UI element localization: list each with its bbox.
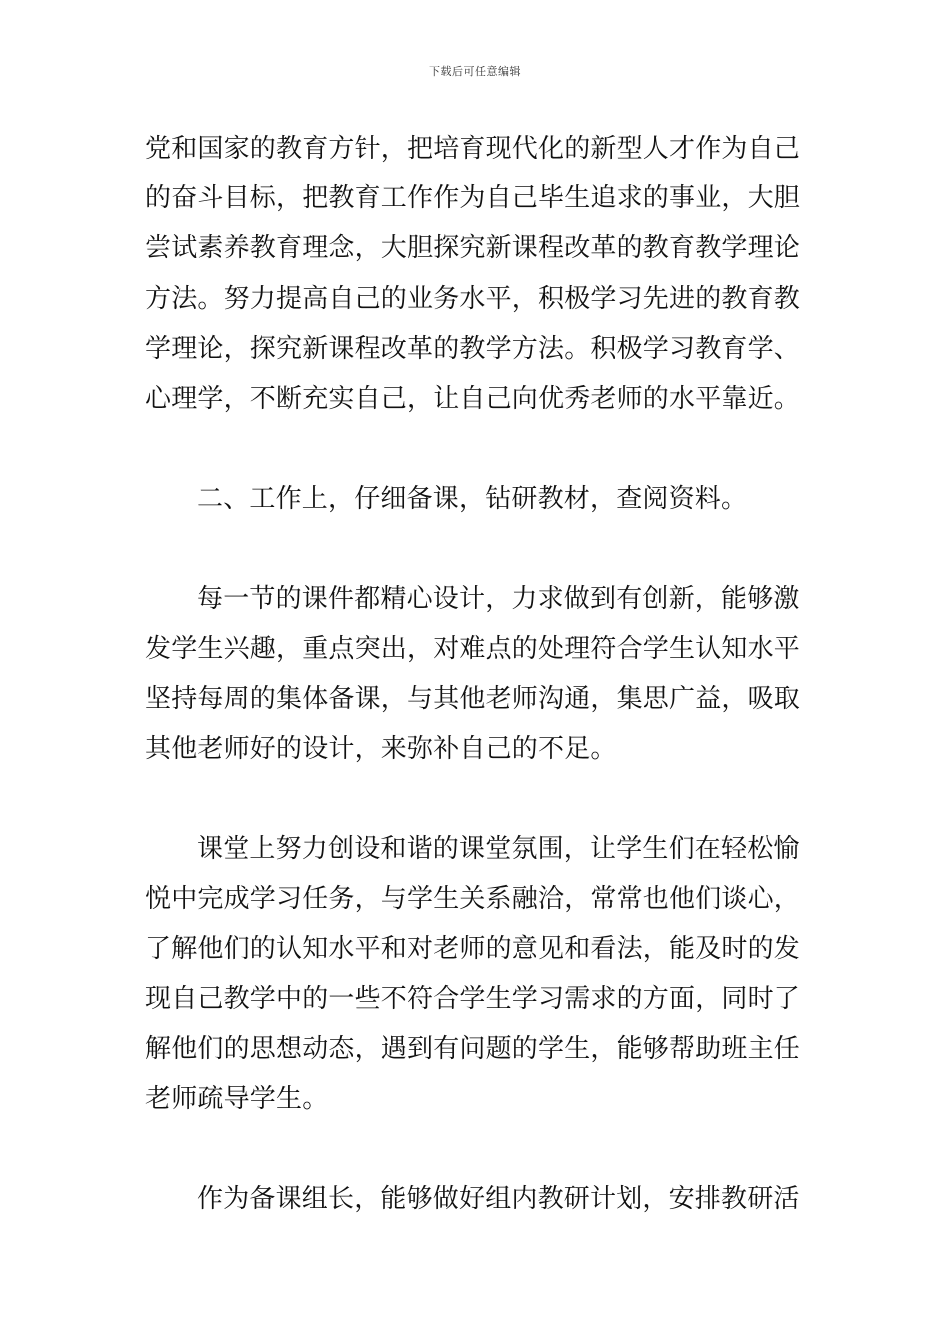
section-heading: 二、工作上，仔细备课，钻研教材，查阅资料。	[197, 484, 748, 514]
paragraph-4-line-1: 课堂上努力创设和谐的课堂氛围，让学生们在轻松愉	[197, 834, 800, 864]
paragraph-1-line-1: 党和国家的教育方针，把培育现代化的新型人才作为自己	[145, 134, 801, 164]
paragraph-1-line-3: 尝试素养教育理念，大胆探究新课程改革的教育教学理论	[145, 233, 801, 263]
page-header-note: 下载后可任意编辑	[429, 65, 521, 78]
paragraph-4-line-4: 现自己教学中的一些不符合学生学习需求的方面，同时了	[145, 984, 801, 1014]
paragraph-1-line-4: 方法。努力提高自己的业务水平，积极学习先进的教育教	[145, 284, 801, 314]
paragraph-3-line-1: 每一节的课件都精心设计，力求做到有创新，能够激	[197, 584, 800, 614]
paragraph-1-line-5: 学理论，探究新课程改革的教学方法。积极学习教育学、	[145, 334, 801, 364]
paragraph-3-line-4: 其他老师好的设计，来弥补自己的不足。	[145, 734, 617, 764]
paragraph-4-line-6: 老师疏导学生。	[145, 1084, 329, 1114]
paragraph-4-line-3: 了解他们的认知水平和对老师的意见和看法，能及时的发	[145, 934, 801, 964]
paragraph-1-line-6: 心理学，不断充实自己，让自己向优秀老师的水平靠近。	[145, 384, 801, 414]
paragraph-5-line-1: 作为备课组长，能够做好组内教研计划，安排教研活	[197, 1184, 800, 1214]
paragraph-3-line-3: 坚持每周的集体备课，与其他老师沟通，集思广益，吸取	[145, 684, 801, 714]
paragraph-1-line-2: 的奋斗目标，把教育工作作为自己毕生追求的事业，大胆	[145, 183, 801, 213]
paragraph-4-line-2: 悦中完成学习任务，与学生关系融洽，常常也他们谈心，	[145, 884, 801, 914]
paragraph-3-line-2: 发学生兴趣，重点突出，对难点的处理符合学生认知水平	[145, 634, 801, 664]
paragraph-4-line-5: 解他们的思想动态，遇到有问题的学生，能够帮助班主任	[145, 1034, 801, 1064]
